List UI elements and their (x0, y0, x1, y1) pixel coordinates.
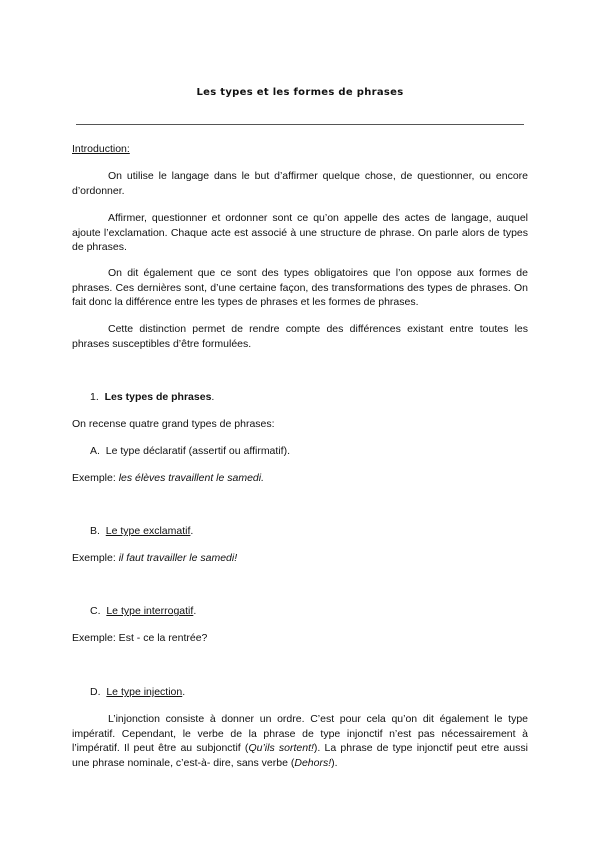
intro-paragraph-2: Affirmer, questionner et ordonner sont ce qu’on appelle des actes de langage, auquel ajoute l’exclamation. Chaque acte est associé à une structure de phrase. On parle alors de types de phrases. (72, 212, 528, 253)
title-divider (76, 124, 524, 125)
type-b-heading: B. Le type exclamatif. (90, 525, 194, 537)
intro-paragraph-3: On dit également que ce sont des types obligatoires que l’on oppose aux formes de phrases. Ces dernières sont, d’une certaine façon, des transformations des types de phrases. On fait donc la différence entre les types de phrases et les formes de phrases. (72, 267, 528, 308)
type-a-heading: A. Le type déclaratif (assertif ou affirmatif). (90, 445, 290, 457)
intro-heading: Introduction: (72, 143, 130, 155)
type-d-paragraph: L’injonction consiste à donner un ordre. C’est pour cela qu’on dit également le type impératif. Cependant, le verbe de la phrase de type injonctif n’est pas nécessairement à l’impératif. Il peut être au subjonctif (Qu’ils sortent!). La phrase de type injonctif peut etre aussi une phrase nominale, c’est-à- dire, sans verbe (Dehors!). (72, 713, 528, 769)
type-c-example: Exemple: Est - ce la rentrée? (72, 632, 208, 644)
intro-paragraph-4: Cette distinction permet de rendre compte des différences existant entre toutes les phrases susceptibles d’être formulées. (72, 323, 528, 350)
type-d-heading: D. Le type injection. (90, 686, 186, 698)
section-heading: 1. Les types de phrases. (90, 391, 215, 403)
section-intro: On recense quatre grand types de phrases: (72, 418, 275, 430)
intro-paragraph-1: On utilise le langage dans le but d’affirmer quelque chose, de questionner, ou encore d’ordonner. (72, 170, 528, 197)
type-b-example: Exemple: il faut travailler le samedi! (72, 552, 238, 564)
type-c-heading: C. Le type interrogatif. (90, 605, 197, 617)
type-a-example: Exemple: les élèves travaillent le samedi. (72, 472, 265, 484)
page-title: Les types et les formes de phrases (196, 87, 404, 98)
